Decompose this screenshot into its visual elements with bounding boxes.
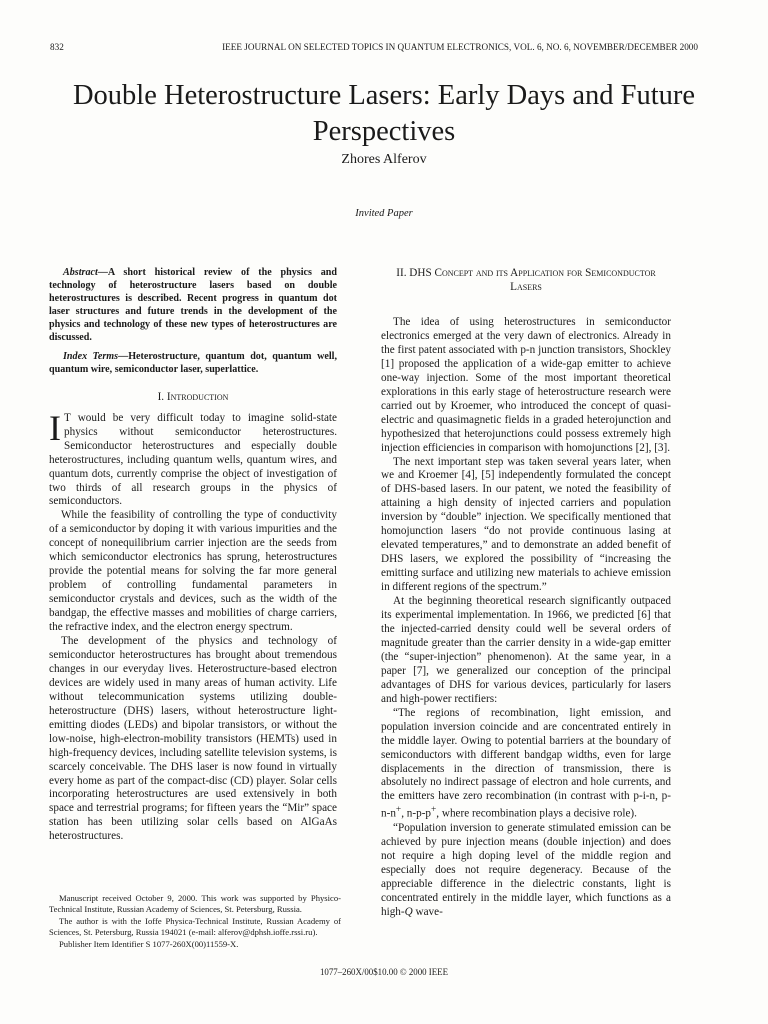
quote-1-part-c: , where recombination plays a decisive role). xyxy=(436,808,637,821)
dhs-paragraph-1: The idea of using heterostructures in semiconductor electronics emerged at the very dawn of electronics. Already in the first patent associated with p-n junction transistors, Shockley [1] proposed the application of a wide-gap emitter to achieve one-way injection. Some of the most important theoretical explorations in this early stage of heterostructure research were carried out by Kroemer, who introduced the concept of quasi-electric and quasimagnetic fields in a graded heterojunction and hypothesized that heterojunctions could possess extremely high injection efficiencies in comparison with homojunctions [2], [3]. xyxy=(381,316,671,454)
quote-2-part-b: wave- xyxy=(412,905,443,918)
footnote-affiliation: The author is with the Ioffe Physica-Technical Institute, Russian Academy of Sciences, St. Petersburg, Russia 194021 (e-mail: alferov@dphsh.ioffe.rssi.ru). xyxy=(49,915,341,938)
paper-type: Invited Paper xyxy=(355,208,413,219)
section-heading-dhs-concept: II. DHS Concept and its Application for Semiconductor Lasers xyxy=(396,267,656,293)
intro-paragraph-1 xyxy=(49,407,337,510)
index-terms-text: Heterostructure, quantum dot, quantum well, quantum wire, semiconductor laser, superlattice. xyxy=(49,350,337,375)
superscript-plus: + xyxy=(395,805,402,816)
running-head xyxy=(50,42,698,52)
intro-paragraph-3: The development of the physics and technology of semiconductor heterostructures has brought about tremendous changes in our everyday lives. Heterostructure-based electron devices are widely used in many areas of human activity. Life without telecommunication systems utilizing double-heterostructure (DHS) lasers, without heterostructure light-emitting diodes (LEDs) and bipolar transistors, or without the low-noise, high-electron-mobility transistors (HEMTs) used in high-frequency devices, including satellite television systems, is scarcely conceivable. The DHS laser is now found in virtually every home as part of the compact-disc (CD) player. Solar cells incorporating heterostructures are used extensively in both space and terrestrial programs; for fifteen years the “Mir” space station has been utilizing solar cells based on AlGaAs heterostructures. xyxy=(49,635,337,843)
index-terms-label: Index Terms xyxy=(63,350,119,362)
dhs-paragraph-2: The next important step was taken several years later, when we and Kroemer [4], [5] independently formulated the concept of DHS-based lasers. In our patent, we noted the feasibility of attaining a high density of injected carriers and population inversion by “double” injection. We specifically mentioned that homojunction lasers “do not provide continuous lasing at elevated temperatures,” and to demonstrate an added benefit of DHS lasers, we explored the possibility of “increasing the emitting surface and utilizing new materials to achieve emission in different regions of the spectrum.” xyxy=(381,455,671,594)
paper-title: Double Heterostructure Lasers: Early Days and Future Perspectives xyxy=(72,80,696,147)
abstract: Abstract—A short historical review of the physics and technology of heterostructure lasers based on double heterostructures is described. Recent progress in quantum dot laser structures and future trends in the development of the physics and technology of these new types of heterostructures are discussed. xyxy=(49,267,337,344)
abstract-label: Abstract xyxy=(63,267,98,278)
dhs-quote-paragraph-2 xyxy=(381,822,671,920)
dhs-quote-paragraph-1 xyxy=(381,707,671,822)
quote-1-part-b: , n-p-p xyxy=(401,808,432,821)
left-column xyxy=(49,266,337,844)
section-heading-introduction: I. Introduction xyxy=(157,390,229,403)
intro-paragraph-1-text: T would be very difficult today to imagine solid-state physics without semiconductor heterostructures. Semiconductor heterostructures and especially double heterostructures, including quantum wells, quantum wires, and quantum dots, currently comprise the object of investigation of two thirds of all research groups in the physics of semiconductors. xyxy=(49,411,337,508)
page-number: 832 xyxy=(50,42,64,52)
footnotes xyxy=(49,893,341,950)
index-terms: Index Terms—Heterostructure, quantum dot, quantum well, quantum wire, semiconductor laser, superlattice. xyxy=(49,350,337,375)
right-column xyxy=(381,266,671,920)
dropcap: I xyxy=(49,407,61,448)
quote-2-part-a: “Population inversion to generate stimulated emission can be achieved by pure injection means (double injection) and does not require a high doping level of the middle region and especially does not require degeneracy. Because of the appreciable difference in the dielectric constants, light is concentrated entirely in the middle layer, which functions as a high- xyxy=(381,822,671,918)
journal-name: IEEE JOURNAL ON SELECTED TOPICS IN QUANTUM ELECTRONICS, VOL. 6, NO. 6, NOVEMBER/DECEMBER 2000 xyxy=(222,42,698,52)
dhs-paragraph-3: At the beginning theoretical research significantly outpaced its experimental implementation. In 1966, we predicted [6] that the injected-carried density could well be several orders of magnitude greater than the carrier density in a wide-gap emitter (the “super-injection” phenomenon). At the same year, in a paper [7], we generalized our conception of the principal advantages of DHS for various devices, particularly for lasers and high-power rectifiers: xyxy=(381,595,671,705)
superscript-plus: + xyxy=(431,805,437,816)
footnote-publisher-id: Publisher Item Identifier S 1077-260X(00)11559-X. xyxy=(59,938,239,949)
footnote-received: Manuscript received October 9, 2000. This work was supported by Physico-Technical Institute, Russian Academy of Sciences, St. Petersburg, Russia. xyxy=(49,893,341,915)
quote-1-part-a: “The regions of recombination, light emission, and population inversion coincide and are concentrated entirely in the middle layer. Owing to potential barriers at the boundary of semiconductors with different bandgap widths, even for large displacements in the direction of transmission, there is absolutely no indirect passage of electron and hole currents, and the emitters have zero recombination (in contrast with p-i-n, p-n-n xyxy=(381,706,671,821)
q-symbol: Q xyxy=(404,905,413,918)
author-name: Zhores Alferov xyxy=(341,152,427,167)
copyright-line: 1077–260X/00$10.00 © 2000 IEEE xyxy=(319,967,449,977)
abstract-text: A short historical review of the physics and technology of heterostructure lasers based on double heterostructures is described. Recent progress in quantum dot laser structures and future trends in the development of the physics and technology of these new types of heterostructures are discussed. xyxy=(49,267,337,344)
intro-paragraph-2: While the feasibility of controlling the type of conductivity of a semiconductor by doping it with various impurities and the concept of nonequilibrium carrier injection are the seeds from which semiconductor electronics has sprung, heterostructures provide the potential means for solving the far more general problem of controlling fundamental parameters in semiconductor crystals and devices, such as the width of the bandgap, the effective masses and mobilities of charge carriers, the refractive index, and the electron energy spectrum. xyxy=(49,509,337,634)
